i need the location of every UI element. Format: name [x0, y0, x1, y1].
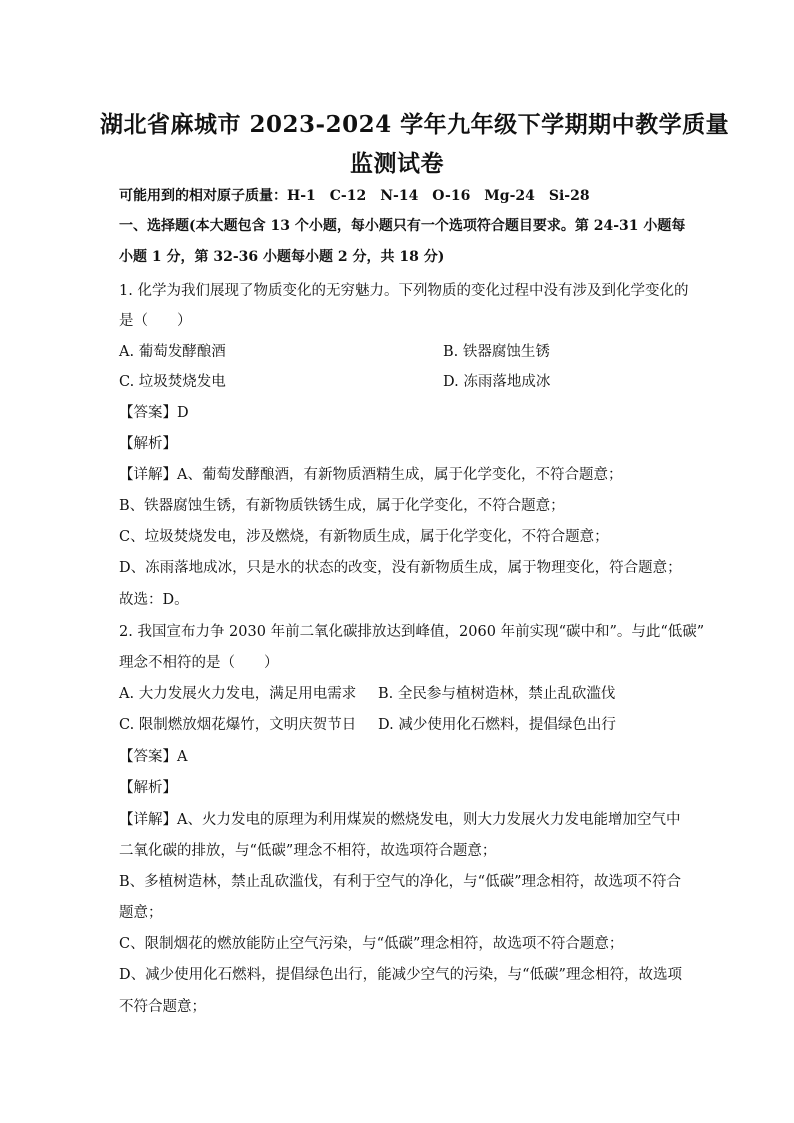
question-1-stem-continued: 是（ ） [119, 313, 192, 329]
question-2-option-c: C. 限制燃放烟花爆竹，文明庆贺节日 [119, 717, 357, 733]
question-1-detail-b: B、铁器腐蚀生锈，有新物质铁锈生成，属于化学变化，不符合题意； [119, 498, 565, 514]
question-2-stem-continued: 理念不相符的是（ ） [119, 655, 279, 671]
question-2-detail-a-continued: 二氧化碳的排放，与“低碳”理念不相符，故选项符合题意； [119, 843, 497, 859]
page-title: 湖北省麻城市 2023-2024 学年九年级下学期期中教学质量 [100, 111, 730, 138]
question-2-detail-c: C、限制烟花的燃放能防止空气污染，与“低碳”理念相符，故选项不符合题意； [119, 936, 624, 952]
question-2-analysis-label: 【解析】 [119, 780, 177, 796]
question-1-option-c: C. 垃圾焚烧发电 [119, 374, 226, 390]
question-2-detail-d-continued: 不符合题意； [119, 999, 206, 1015]
question-2-answer: 【答案】A [119, 749, 188, 765]
question-1-detail-a: 【详解】A、葡萄发酵酿酒，有新物质酒精生成，属于化学变化，不符合题意； [119, 467, 623, 483]
question-1-detail-d: D、冻雨落地成冰，只是水的状态的改变，没有新物质生成，属于物理变化，符合题意； [119, 560, 682, 576]
question-2-option-d: D. 减少使用化石燃料，提倡绿色出行 [378, 717, 616, 733]
section-heading: 一、选择题(本大题包含 13 个小题，每小题只有一个选项符合题目要求。第 24-31 小题每 [119, 218, 686, 234]
question-1-stem: 1. 化学为我们展现了物质变化的无穷魅力。下列物质的变化过程中没有涉及到化学变化的 [119, 283, 689, 299]
question-1-detail-c: C、垃圾焚烧发电，涉及燃烧，有新物质生成，属于化学变化，不符合题意； [119, 529, 609, 545]
question-2-option-b: B. 全民参与植树造林，禁止乱砍滥伐 [378, 686, 616, 702]
question-2-detail-b: B、多植树造林，禁止乱砍滥伐，有利于空气的净化，与“低碳”理念相符，故选项不符合 [119, 874, 681, 890]
question-2-option-a: A. 大力发展火力发电，满足用电需求 [119, 686, 357, 702]
question-1-option-d: D. 冻雨落地成冰 [443, 374, 551, 390]
section-heading-continued: 小题 1 分，第 32-36 小题每小题 2 分，共 18 分) [119, 249, 445, 265]
question-2-detail-a: 【详解】A、火力发电的原理为利用煤炭的燃烧发电，则大力发展火力发电能增加空气中 [119, 812, 681, 828]
question-1-conclusion: 故选：D。 [119, 592, 189, 608]
question-1-answer: 【答案】D [119, 405, 189, 421]
atomic-masses-note: 可能用到的相对原子质量：H-1 C-12 N-14 O-16 Mg-24 Si-28 [119, 188, 590, 204]
question-2-stem: 2. 我国宣布力争 2030 年前二氧化碳排放达到峰值，2060 年前实现“碳中和”。与此“低碳” [119, 624, 705, 640]
question-2-detail-b-continued: 题意； [119, 905, 163, 921]
question-2-detail-d: D、减少使用化石燃料，提倡绿色出行，能减少空气的污染，与“低碳”理念相符，故选项 [119, 967, 682, 983]
question-1-analysis-label: 【解析】 [119, 436, 177, 452]
page-title-continued: 监测试卷 [350, 150, 444, 177]
question-1-option-a: A. 葡萄发酵酿酒 [119, 344, 226, 360]
question-1-option-b: B. 铁器腐蚀生锈 [443, 344, 550, 360]
